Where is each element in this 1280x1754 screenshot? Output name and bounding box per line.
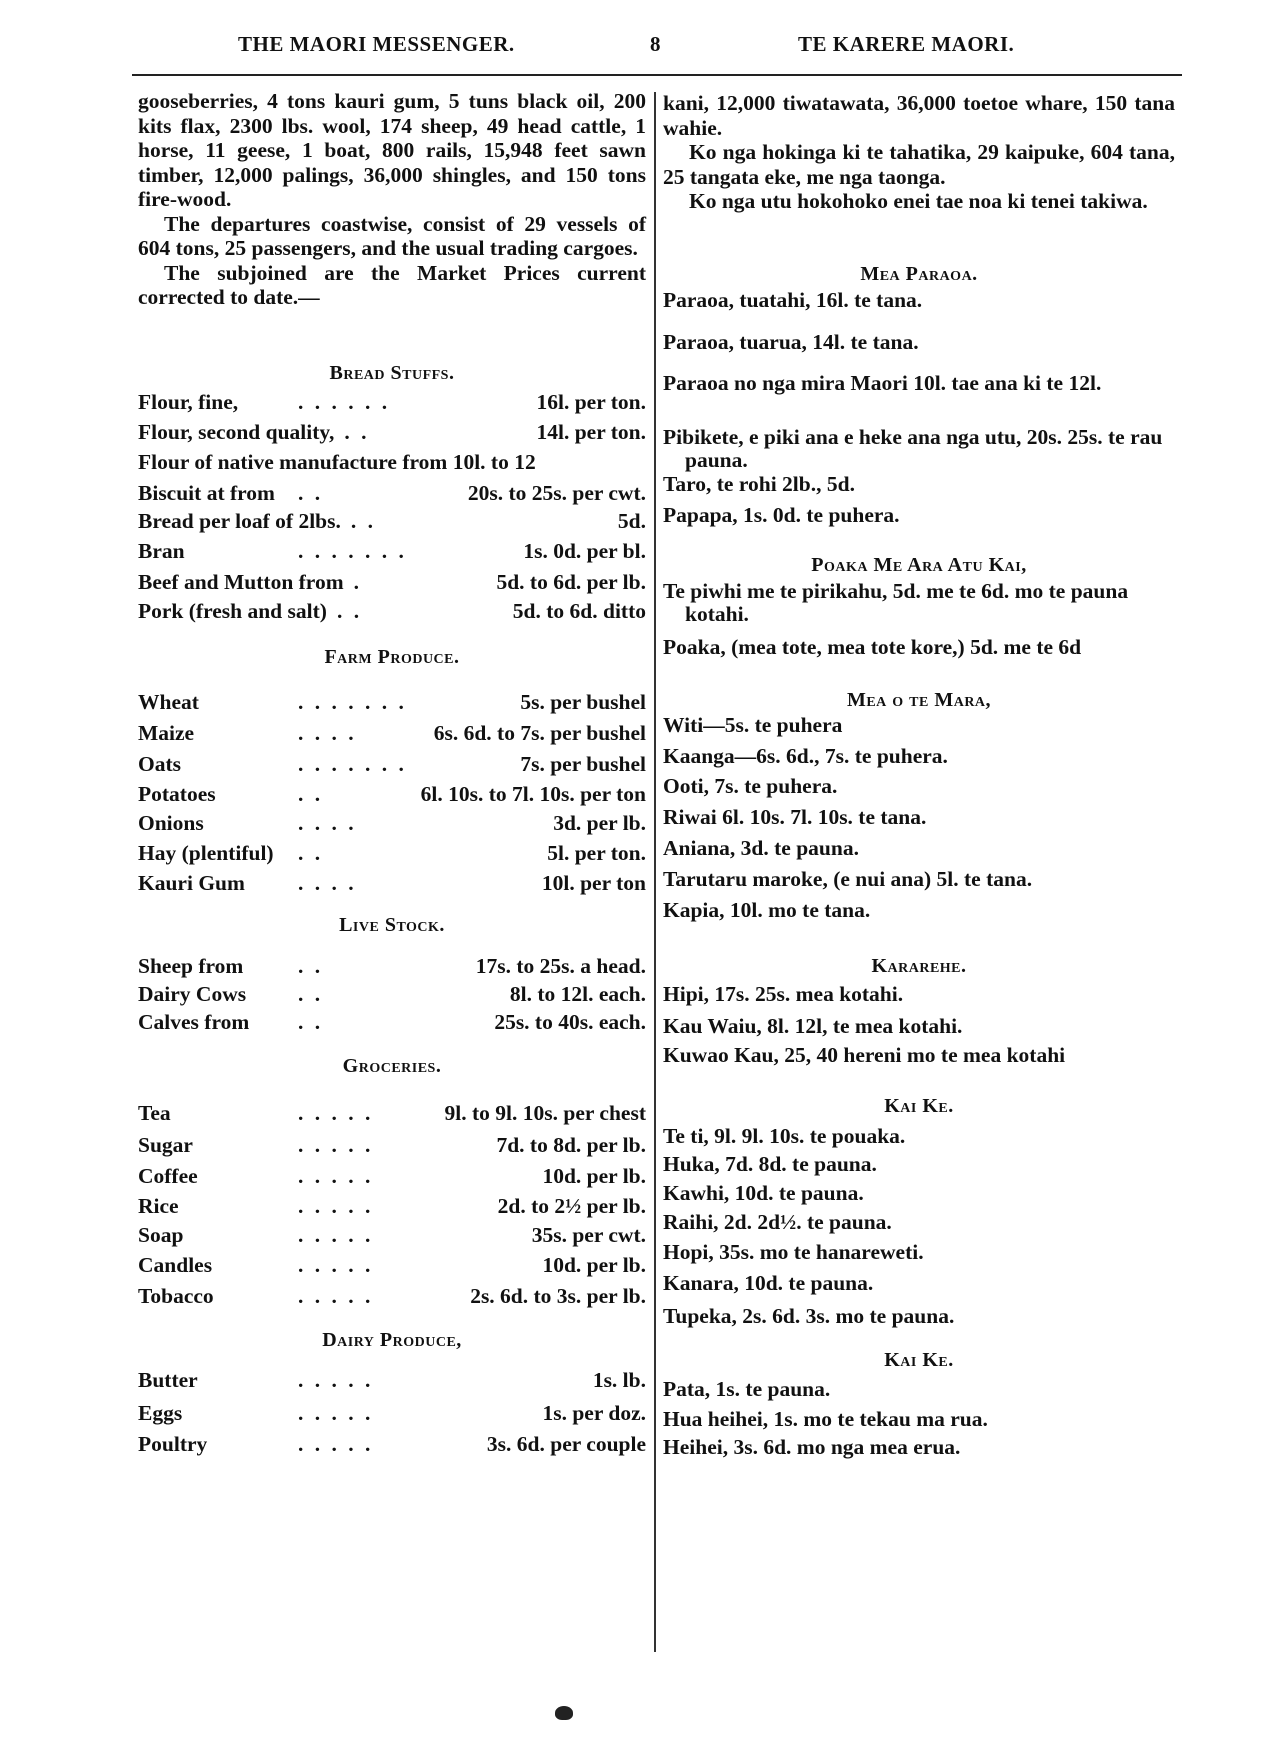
leader-dots: . . . . . [298,1164,374,1188]
price-row [138,1368,646,1392]
section-heading: Farm Produce. [324,646,460,668]
price-row [138,1133,646,1157]
leader-dots: . . . . [298,811,357,835]
item-name: Kauri Gum [138,871,245,895]
price-entry: Pibikete, e piki ana e heke ana nga utu, 20s. 25s. te rau pauna. [663,425,1163,472]
item-price: 6s. 6d. to 7s. per bushel [433,721,646,745]
price-entry: Huka, 7d. 8d. te pauna. [663,1152,877,1176]
column-divider [654,92,656,1652]
left-intro-paragraphs [138,89,646,310]
price-entry: Kaanga—6s. 6d., 7s. te puhera. [663,744,948,768]
leader-dots: . . . . . [298,1401,374,1425]
price-row [138,1194,646,1218]
item-price: 35s. per cwt. [531,1223,646,1247]
paragraph: The departures coastwise, consist of 29 vessels of 604 tons, 25 passengers, and the usual trading cargoes. [138,211,646,260]
leader-dots: . . . . . [298,1133,374,1157]
paragraph: kani, 12,000 tiwatawata, 36,000 toetoe whare, 150 tana wahie. [663,91,1175,140]
price-row [138,752,646,776]
leader-dots: . . . . [298,721,357,745]
price-entry: Hua heihei, 1s. mo te tekau ma rua. [663,1407,988,1431]
item-price: 17s. to 25s. a head. [475,954,646,978]
section-heading: Poaka Me Ara Atu Kai, [811,554,1027,576]
price-entry: Ooti, 7s. te puhera. [663,774,838,798]
price-entry: Te ti, 9l. 9l. 10s. te pouaka. [663,1124,906,1148]
section-heading: Bread Stuffs. [329,362,455,384]
item-price: 10d. per lb. [542,1253,646,1277]
section-heading: Dairy Produce, [322,1329,462,1351]
item-price: 5s. per bushel [520,690,646,714]
item-name: Pork (fresh and salt) [138,599,327,623]
paragraph: Ko nga utu hokohoko enei tae noa ki tenei takiwa. [689,189,1148,213]
price-entry: Hopi, 35s. mo te hanareweti. [663,1240,924,1264]
header-rule [132,74,1182,76]
price-entry: Tupeka, 2s. 6d. 3s. mo te pauna. [663,1304,955,1328]
price-entry: Raihi, 2d. 2d½. te pauna. [663,1210,892,1234]
section-heading: Kai Ke. [884,1349,954,1371]
price-entry: Aniana, 3d. te pauna. [663,836,859,860]
item-name: Sugar [138,1133,193,1157]
price-entry: Paraoa, tuarua, 14l. te tana. [663,330,919,354]
page-number: 8 [650,32,661,56]
item-price: 20s. to 25s. per cwt. [467,481,646,505]
leader-dots: . . . . . [298,1194,374,1218]
leader-dots: . . . . [298,871,357,895]
item-price: 16l. per ton. [536,390,646,414]
item-name: Poultry [138,1432,208,1456]
item-name: Maize [138,721,195,745]
leader-dots: . . . . . [298,1101,374,1125]
price-entry: Te piwhi me te pirikahu, 5d. me te 6d. mo te pauna kotahi. [663,579,1129,626]
leader-dots: . . [298,481,324,505]
header-right-title: TE KARERE MAORI. [798,32,1015,56]
leader-dots: . . [298,1010,324,1034]
price-entry: Tarutaru maroke, (e nui ana) 5l. te tana. [663,867,1033,891]
item-name: Flour of native manufacture from 10l. to 12 [138,450,536,474]
leader-dots: . . . . . [298,1432,374,1456]
right-intro-paragraphs [663,91,1175,214]
item-price: 9l. to 9l. 10s. per chest [444,1101,646,1125]
item-name: Candles [138,1253,213,1277]
item-name: Eggs [138,1401,183,1425]
price-row [138,811,646,835]
price-row [138,954,646,978]
leader-dots: . . [298,954,324,978]
leader-dots: . . . . . . . [298,539,407,563]
item-price: 10d. per lb. [542,1164,646,1188]
price-row [138,1284,646,1308]
price-row [138,782,646,806]
price-entry: Pata, 1s. te pauna. [663,1377,831,1401]
price-row [138,871,646,895]
item-name: Calves from [138,1010,250,1034]
leader-dots: . . . . . [298,1284,374,1308]
item-price: 7s. per bushel [520,752,646,776]
price-row [138,450,646,474]
price-entry: Kau Waiu, 8l. 12l, te mea kotahi. [663,1014,963,1038]
price-row [138,570,646,594]
price-row [138,509,646,533]
leader-dots: . . [298,982,324,1006]
price-entry: Paraoa, tuatahi, 16l. te tana. [663,288,923,312]
item-price: 14l. per ton. [536,420,646,444]
item-name: Bread per loaf of 2lbs. [138,509,341,533]
item-name: Tea [138,1101,171,1125]
price-row [138,1223,646,1247]
price-entry: Witi—5s. te puhera [663,713,843,737]
price-entry: Kanara, 10d. te pauna. [663,1271,874,1295]
leader-dots: . . . . . . [298,390,391,414]
section-heading: Groceries. [342,1055,442,1077]
price-row [138,982,646,1006]
item-name: Tobacco [138,1284,214,1308]
item-name: Dairy Cows [138,982,247,1006]
price-entry: Paraoa no nga mira Maori 10l. tae ana ki te 12l. [663,371,1102,395]
leader-dots: . [353,570,363,594]
item-price: 7d. to 8d. per lb. [496,1133,646,1157]
paragraph: The subjoined are the Market Prices current corrected to date.— [138,260,646,309]
leader-dots: . . [336,599,363,623]
price-row [138,390,646,414]
price-entry: Taro, te rohi 2lb., 5d. [663,472,855,496]
price-row [138,1401,646,1425]
price-entry: Riwai 6l. 10s. 7l. 10s. te tana. [663,805,927,829]
item-name: Onions [138,811,204,835]
section-heading: Kararehe. [871,955,967,977]
item-name: Flour, fine, [138,390,239,414]
section-heading: Mea Paraoa. [860,263,978,285]
leader-dots: . . [350,509,376,533]
item-name: Beef and Mutton from [138,570,344,594]
paragraph: Ko nga hokinga ki te tahatika, 29 kaipuke, 604 tana, 25 tangata eke, me nga taonga. [663,140,1175,189]
item-name: Soap [138,1223,184,1247]
leader-dots: . . . . . [298,1368,374,1392]
item-price: 25s. to 40s. each. [494,1010,646,1034]
paragraph: gooseberries, 4 tons kauri gum, 5 tuns black oil, 200 kits flax, 2300 lbs. wool, 174 sheep, 49 head cattle, 1 horse, 11 geese, 1 boat, 800 rails, 15,948 feet sawn timber, 12,000 palings, 36,000 shingles, and 150 tons fire-wood. [138,89,646,211]
item-price: 5d. [617,509,646,533]
leader-dots: . . . . . . . [298,752,407,776]
price-row [138,1164,646,1188]
price-entry: Papapa, 1s. 0d. te puhera. [663,503,900,527]
price-row [138,539,646,563]
price-entry: Hipi, 17s. 25s. mea kotahi. [663,982,904,1006]
price-row [138,841,646,865]
item-name: Wheat [138,690,199,714]
item-price: 2d. to 2½ per lb. [497,1194,646,1218]
item-price: 1s. 0d. per bl. [523,539,646,563]
item-name: Potatoes [138,782,216,806]
item-name: Butter [138,1368,198,1392]
leader-dots: . . [298,841,324,865]
leader-dots: . . [344,420,370,444]
item-name: Bran [138,539,185,563]
section-heading: Live Stock. [339,914,445,936]
price-entry: Kuwao Kau, 25, 40 hereni mo te mea kotahi [663,1043,1066,1067]
price-row [138,690,646,714]
item-name: Hay (plentiful) [138,841,274,865]
price-row [138,599,646,623]
item-price: 1s. lb. [592,1368,646,1392]
item-price: 5d. to 6d. per lb. [496,570,646,594]
price-entry: Poaka, (mea tote, mea tote kore,) 5d. me te 6d [663,635,1082,659]
price-row [138,1432,646,1456]
item-price: 3d. per lb. [553,811,646,835]
item-price: 3s. 6d. per couple [486,1432,646,1456]
item-price: 2s. 6d. to 3s. per lb. [470,1284,646,1308]
section-heading: Mea o te Mara, [846,689,992,711]
price-row [138,1253,646,1277]
price-row [138,721,646,745]
price-entry: Kapia, 10l. mo te tana. [663,898,871,922]
item-price: 6l. 10s. to 7l. 10s. per ton [420,782,646,806]
leader-dots: . . [298,782,324,806]
price-row [138,1010,646,1034]
printer-ornament [555,1706,573,1720]
item-price: 10l. per ton [541,871,646,895]
leader-dots: . . . . . . . [298,690,407,714]
header-left-title: THE MAORI MESSENGER. [238,32,515,56]
price-entry: Kawhi, 10d. te pauna. [663,1181,864,1205]
item-name: Rice [138,1194,179,1218]
leader-dots: . . . . . [298,1253,374,1277]
section-heading: Kai Ke. [884,1095,954,1117]
item-name: Biscuit at from [138,481,275,505]
item-name: Coffee [138,1164,198,1188]
item-price: 8l. to 12l. each. [509,982,646,1006]
price-entry: Heihei, 3s. 6d. mo nga mea erua. [663,1435,961,1459]
price-row [138,1101,646,1125]
item-name: Flour, second quality, [138,420,335,444]
price-row [138,420,646,444]
item-name: Oats [138,752,181,776]
item-price: 1s. per doz. [542,1401,646,1425]
leader-dots: . . . . . [298,1223,374,1247]
item-price: 5d. to 6d. ditto [512,599,646,623]
price-row [138,481,646,505]
item-price: 5l. per ton. [547,841,646,865]
item-name: Sheep from [138,954,244,978]
